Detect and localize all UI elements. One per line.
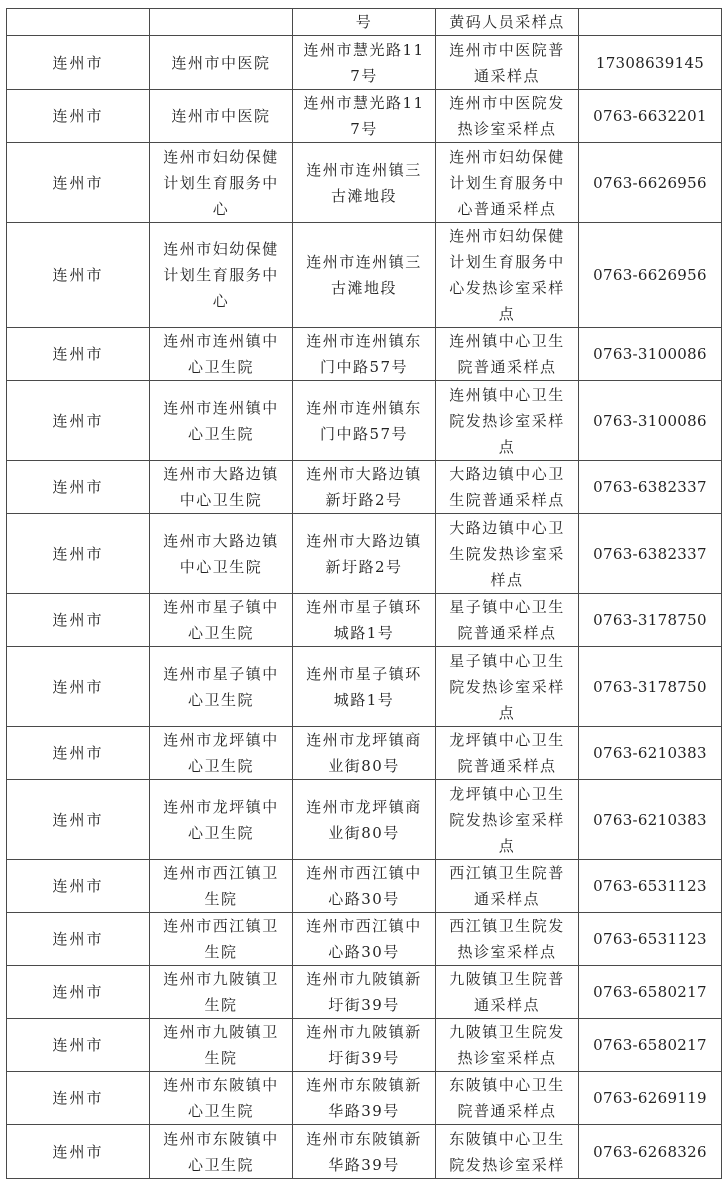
table-cell-phone: 0763-6626956 bbox=[579, 223, 722, 328]
table-cell-org: 连州市大路边镇中心卫生院 bbox=[150, 461, 293, 514]
table-cell-phone: 0763-6580217 bbox=[579, 1019, 722, 1072]
table-cell-address: 连州市星子镇环城路1号 bbox=[293, 594, 436, 647]
table-row bbox=[7, 780, 722, 860]
table-cell-org: 连州市西江镇卫生院 bbox=[150, 860, 293, 913]
table-cell-org: 连州市连州镇中心卫生院 bbox=[150, 328, 293, 381]
table-cell-site: 龙坪镇中心卫生院普通采样点 bbox=[436, 727, 579, 780]
table-cell-phone: 0763-6382337 bbox=[579, 461, 722, 514]
table-header-fragment bbox=[7, 9, 722, 36]
table-row bbox=[7, 1125, 722, 1179]
table-cell-org: 连州市龙坪镇中心卫生院 bbox=[150, 780, 293, 860]
table-row bbox=[7, 860, 722, 913]
table-cell-address: 连州市连州镇三古滩地段 bbox=[293, 223, 436, 328]
table-cell-address: 连州市九陂镇新圩街39号 bbox=[293, 966, 436, 1019]
table-row bbox=[7, 514, 722, 594]
table-cell-phone: 0763-3100086 bbox=[579, 328, 722, 381]
sampling-sites-table bbox=[6, 8, 722, 1179]
table-cell-city: 连州市 bbox=[7, 514, 150, 594]
table-cell-address: 连州市慧光路117号 bbox=[293, 90, 436, 143]
table-cell-site: 星子镇中心卫生院普通采样点 bbox=[436, 594, 579, 647]
header-cell-site: 黄码人员采样点 bbox=[436, 9, 579, 36]
table-cell-phone: 0763-3100086 bbox=[579, 381, 722, 461]
table-cell-city: 连州市 bbox=[7, 328, 150, 381]
table-cell-org: 连州市中医院 bbox=[150, 36, 293, 90]
table-row bbox=[7, 727, 722, 780]
table-row bbox=[7, 913, 722, 966]
table-cell-org: 连州市东陂镇中心卫生院 bbox=[150, 1125, 293, 1179]
table-cell-address: 连州市西江镇中心路30号 bbox=[293, 860, 436, 913]
table-cell-city: 连州市 bbox=[7, 860, 150, 913]
table-cell-address: 连州市连州镇东门中路57号 bbox=[293, 328, 436, 381]
table-row bbox=[7, 90, 722, 143]
table-row bbox=[7, 223, 722, 328]
table-cell-city: 连州市 bbox=[7, 647, 150, 727]
table-cell-site: 连州镇中心卫生院发热诊室采样点 bbox=[436, 381, 579, 461]
table-cell-city: 连州市 bbox=[7, 36, 150, 90]
table-cell-address: 连州市龙坪镇商业街80号 bbox=[293, 780, 436, 860]
table-cell-city: 连州市 bbox=[7, 727, 150, 780]
table-cell-org: 连州市西江镇卫生院 bbox=[150, 913, 293, 966]
table-cell-city: 连州市 bbox=[7, 381, 150, 461]
table-cell-site: 龙坪镇中心卫生院发热诊室采样点 bbox=[436, 780, 579, 860]
table-cell-address: 连州市大路边镇新圩路2号 bbox=[293, 514, 436, 594]
table-cell-site: 大路边镇中心卫生院发热诊室采样点 bbox=[436, 514, 579, 594]
table-cell-city: 连州市 bbox=[7, 223, 150, 328]
table-cell-address: 连州市西江镇中心路30号 bbox=[293, 913, 436, 966]
table-cell-address: 连州市连州镇东门中路57号 bbox=[293, 381, 436, 461]
table-cell-site: 东陂镇中心卫生院普通采样点 bbox=[436, 1072, 579, 1125]
table-row bbox=[7, 143, 722, 223]
table-cell-address: 连州市慧光路117号 bbox=[293, 36, 436, 90]
table-cell-org: 连州市妇幼保健计划生育服务中心 bbox=[150, 223, 293, 328]
table-cell-address: 连州市星子镇环城路1号 bbox=[293, 647, 436, 727]
table-cell-phone: 17308639145 bbox=[579, 36, 722, 90]
table-cell-city: 连州市 bbox=[7, 1125, 150, 1179]
table-row bbox=[7, 461, 722, 514]
table-cell-city: 连州市 bbox=[7, 461, 150, 514]
table-cell-phone: 0763-6382337 bbox=[579, 514, 722, 594]
table-cell-org: 连州市龙坪镇中心卫生院 bbox=[150, 727, 293, 780]
table-cell-site: 连州市妇幼保健计划生育服务中心普通采样点 bbox=[436, 143, 579, 223]
table-cell-org: 连州市九陂镇卫生院 bbox=[150, 1019, 293, 1072]
table-cell-site: 西江镇卫生院普通采样点 bbox=[436, 860, 579, 913]
table-cell-org: 连州市星子镇中心卫生院 bbox=[150, 647, 293, 727]
header-cell-city bbox=[7, 9, 150, 36]
table-cell-site: 连州市妇幼保健计划生育服务中心发热诊室采样点 bbox=[436, 223, 579, 328]
table-cell-city: 连州市 bbox=[7, 90, 150, 143]
table-cell-site: 连州市中医院普通采样点 bbox=[436, 36, 579, 90]
table-cell-site: 连州镇中心卫生院普通采样点 bbox=[436, 328, 579, 381]
header-cell-org bbox=[150, 9, 293, 36]
table-cell-address: 连州市龙坪镇商业街80号 bbox=[293, 727, 436, 780]
table-cell-address: 连州市九陂镇新圩街39号 bbox=[293, 1019, 436, 1072]
table-cell-city: 连州市 bbox=[7, 594, 150, 647]
table-cell-phone: 0763-6626956 bbox=[579, 143, 722, 223]
table-cell-phone: 0763-6268326 bbox=[579, 1125, 722, 1179]
table-cell-city: 连州市 bbox=[7, 1019, 150, 1072]
table-cell-address: 连州市连州镇三古滩地段 bbox=[293, 143, 436, 223]
table-row bbox=[7, 966, 722, 1019]
table-cell-org: 连州市九陂镇卫生院 bbox=[150, 966, 293, 1019]
table-cell-phone: 0763-6210383 bbox=[579, 780, 722, 860]
table-cell-site: 大路边镇中心卫生院普通采样点 bbox=[436, 461, 579, 514]
table-cell-site: 东陂镇中心卫生院发热诊室采样 bbox=[436, 1125, 579, 1179]
table-row bbox=[7, 36, 722, 90]
table-cell-phone: 0763-6580217 bbox=[579, 966, 722, 1019]
table-row bbox=[7, 381, 722, 461]
table-row bbox=[7, 1072, 722, 1125]
table-cell-city: 连州市 bbox=[7, 143, 150, 223]
header-cell-phone bbox=[579, 9, 722, 36]
table-cell-site: 星子镇中心卫生院发热诊室采样点 bbox=[436, 647, 579, 727]
table-cell-org: 连州市大路边镇中心卫生院 bbox=[150, 514, 293, 594]
table-cell-site: 九陂镇卫生院普通采样点 bbox=[436, 966, 579, 1019]
table-cell-site: 连州市中医院发热诊室采样点 bbox=[436, 90, 579, 143]
table-cell-org: 连州市连州镇中心卫生院 bbox=[150, 381, 293, 461]
table-cell-phone: 0763-6210383 bbox=[579, 727, 722, 780]
table-cell-city: 连州市 bbox=[7, 913, 150, 966]
table-cell-phone: 0763-6632201 bbox=[579, 90, 722, 143]
table-cell-phone: 0763-3178750 bbox=[579, 594, 722, 647]
header-cell-address: 号 bbox=[293, 9, 436, 36]
table-cell-phone: 0763-6531123 bbox=[579, 913, 722, 966]
table-cell-site: 九陂镇卫生院发热诊室采样点 bbox=[436, 1019, 579, 1072]
table-cell-city: 连州市 bbox=[7, 1072, 150, 1125]
table-cell-org: 连州市中医院 bbox=[150, 90, 293, 143]
table-row bbox=[7, 1019, 722, 1072]
table-cell-city: 连州市 bbox=[7, 966, 150, 1019]
table-cell-address: 连州市大路边镇新圩路2号 bbox=[293, 461, 436, 514]
table-cell-phone: 0763-6269119 bbox=[579, 1072, 722, 1125]
table-cell-city: 连州市 bbox=[7, 780, 150, 860]
table-row bbox=[7, 594, 722, 647]
table-cell-org: 连州市星子镇中心卫生院 bbox=[150, 594, 293, 647]
table-cell-phone: 0763-3178750 bbox=[579, 647, 722, 727]
table-row bbox=[7, 647, 722, 727]
table-cell-phone: 0763-6531123 bbox=[579, 860, 722, 913]
table-cell-org: 连州市妇幼保健计划生育服务中心 bbox=[150, 143, 293, 223]
table-cell-site: 西江镇卫生院发热诊室采样点 bbox=[436, 913, 579, 966]
table-cell-address: 连州市东陂镇新华路39号 bbox=[293, 1125, 436, 1179]
table-cell-org: 连州市东陂镇中心卫生院 bbox=[150, 1072, 293, 1125]
table-row bbox=[7, 328, 722, 381]
table-cell-address: 连州市东陂镇新华路39号 bbox=[293, 1072, 436, 1125]
